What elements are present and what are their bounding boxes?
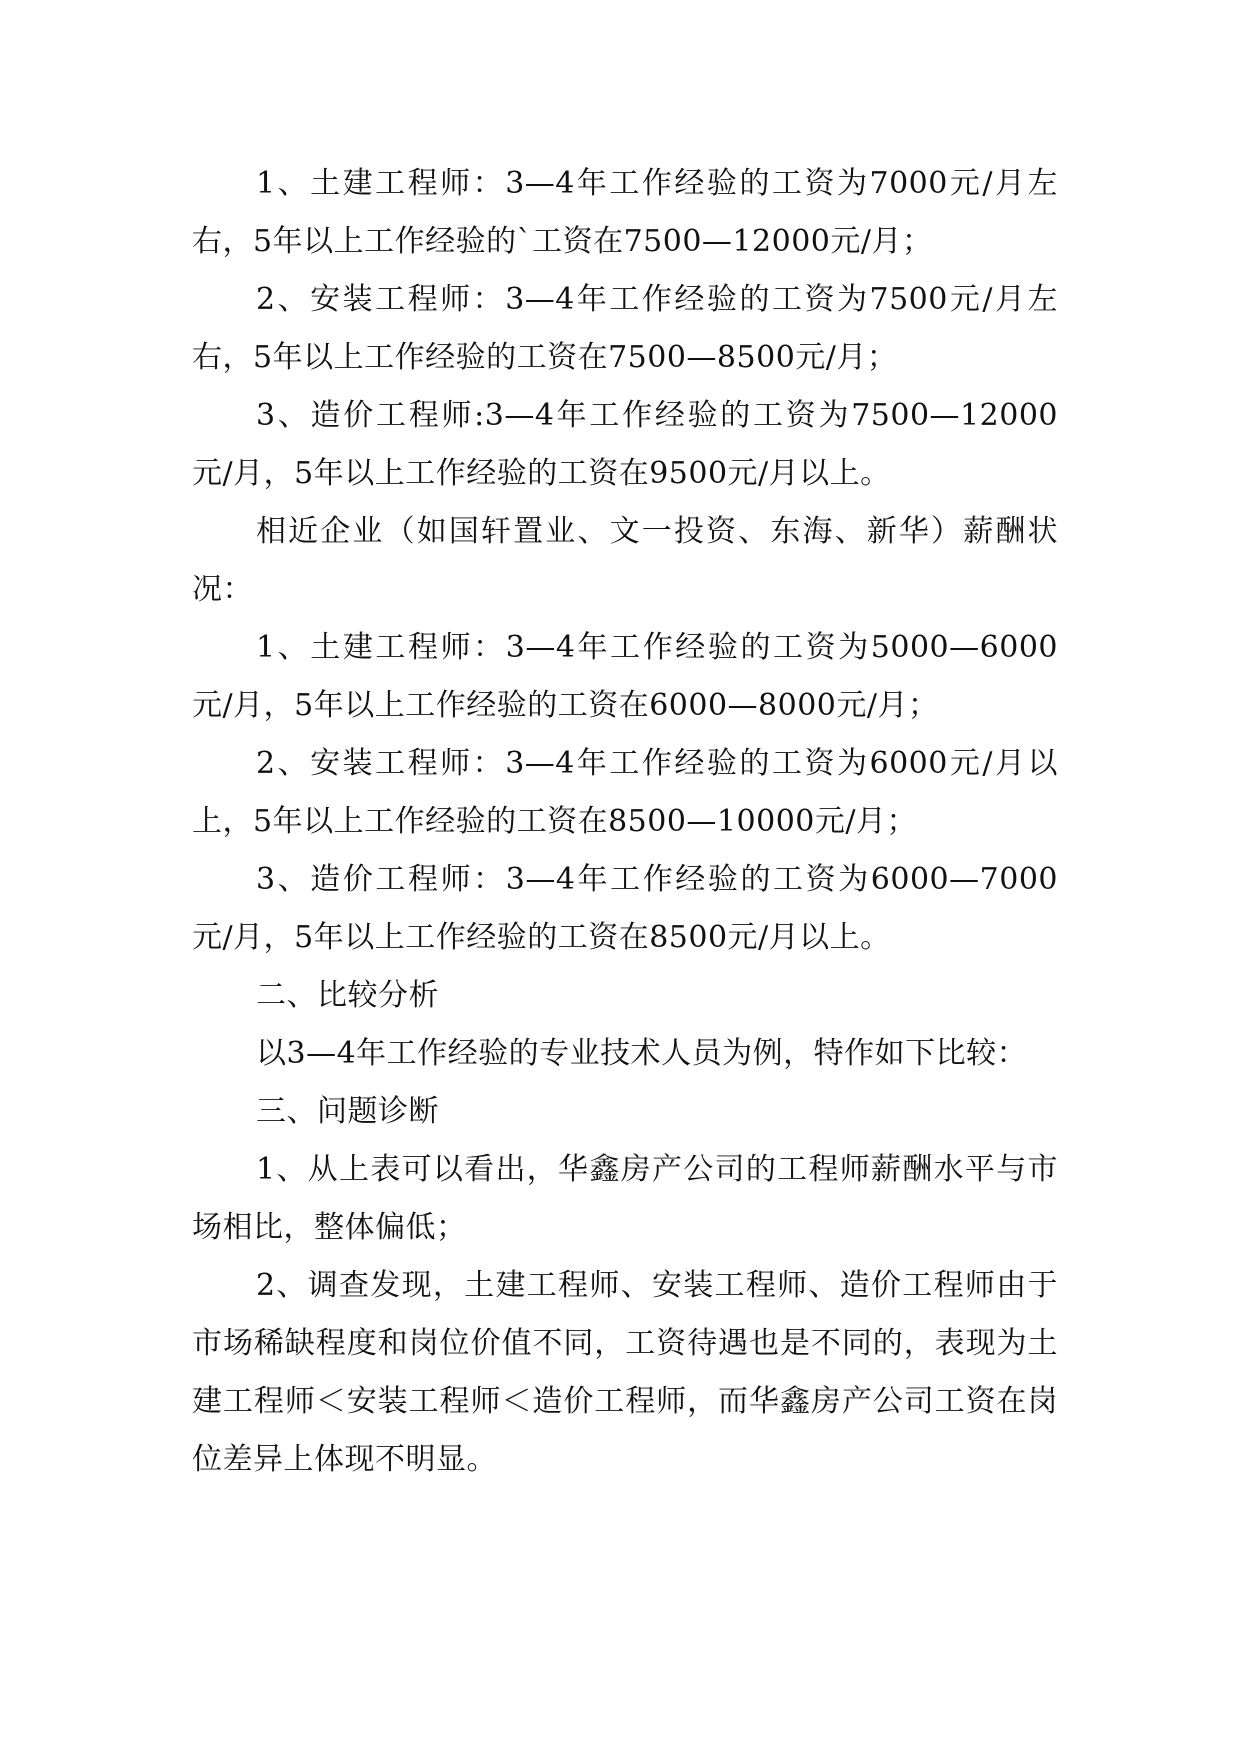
paragraph: 2、调查发现，土建工程师、安装工程师、造价工程师由于市场稀缺程度和岗位价值不同，工资待遇也是不同的，表现为土建工程师＜安装工程师＜造价工程师，而华鑫房产公司工资在岗位差异上体现不明显。 [192,1268,1058,1477]
paragraph: 1、土建工程师：3—4年工作经验的工资为5000—6000元/月，5年以上工作经验的工资在6000—8000元/月； [192,630,1058,723]
paragraph: 相近企业（如国轩置业、文一投资、东海、新华）薪酬状况： [192,514,1058,607]
section-heading: 三、问题诊断 [256,1094,439,1129]
paragraph: 1、从上表可以看出，华鑫房产公司的工程师薪酬水平与市场相比，整体偏低； [192,1152,1058,1245]
paragraph: 2、安装工程师：3—4年工作经验的工资为6000元/月以上，5年以上工作经验的工资在8500—10000元/月； [192,746,1058,839]
paragraph: 3、造价工程师:3—4年工作经验的工资为7500—12000元/月，5年以上工作经验的工资在9500元/月以上。 [192,398,1058,491]
paragraph: 2、安装工程师：3—4年工作经验的工资为7500元/月左右，5年以上工作经验的工资在7500—8500元/月； [192,282,1058,375]
section-heading: 二、比较分析 [256,978,439,1013]
paragraph: 1、土建工程师：3—4年工作经验的工资为7000元/月左右，5年以上工作经验的`工资在7500—12000元/月； [192,166,1058,259]
paragraph: 以3—4年工作经验的专业技术人员为例，特作如下比较： [256,1036,1028,1071]
document-body [192,155,1058,1489]
paragraph: 3、造价工程师：3—4年工作经验的工资为6000—7000元/月，5年以上工作经验的工资在8500元/月以上。 [192,862,1058,955]
